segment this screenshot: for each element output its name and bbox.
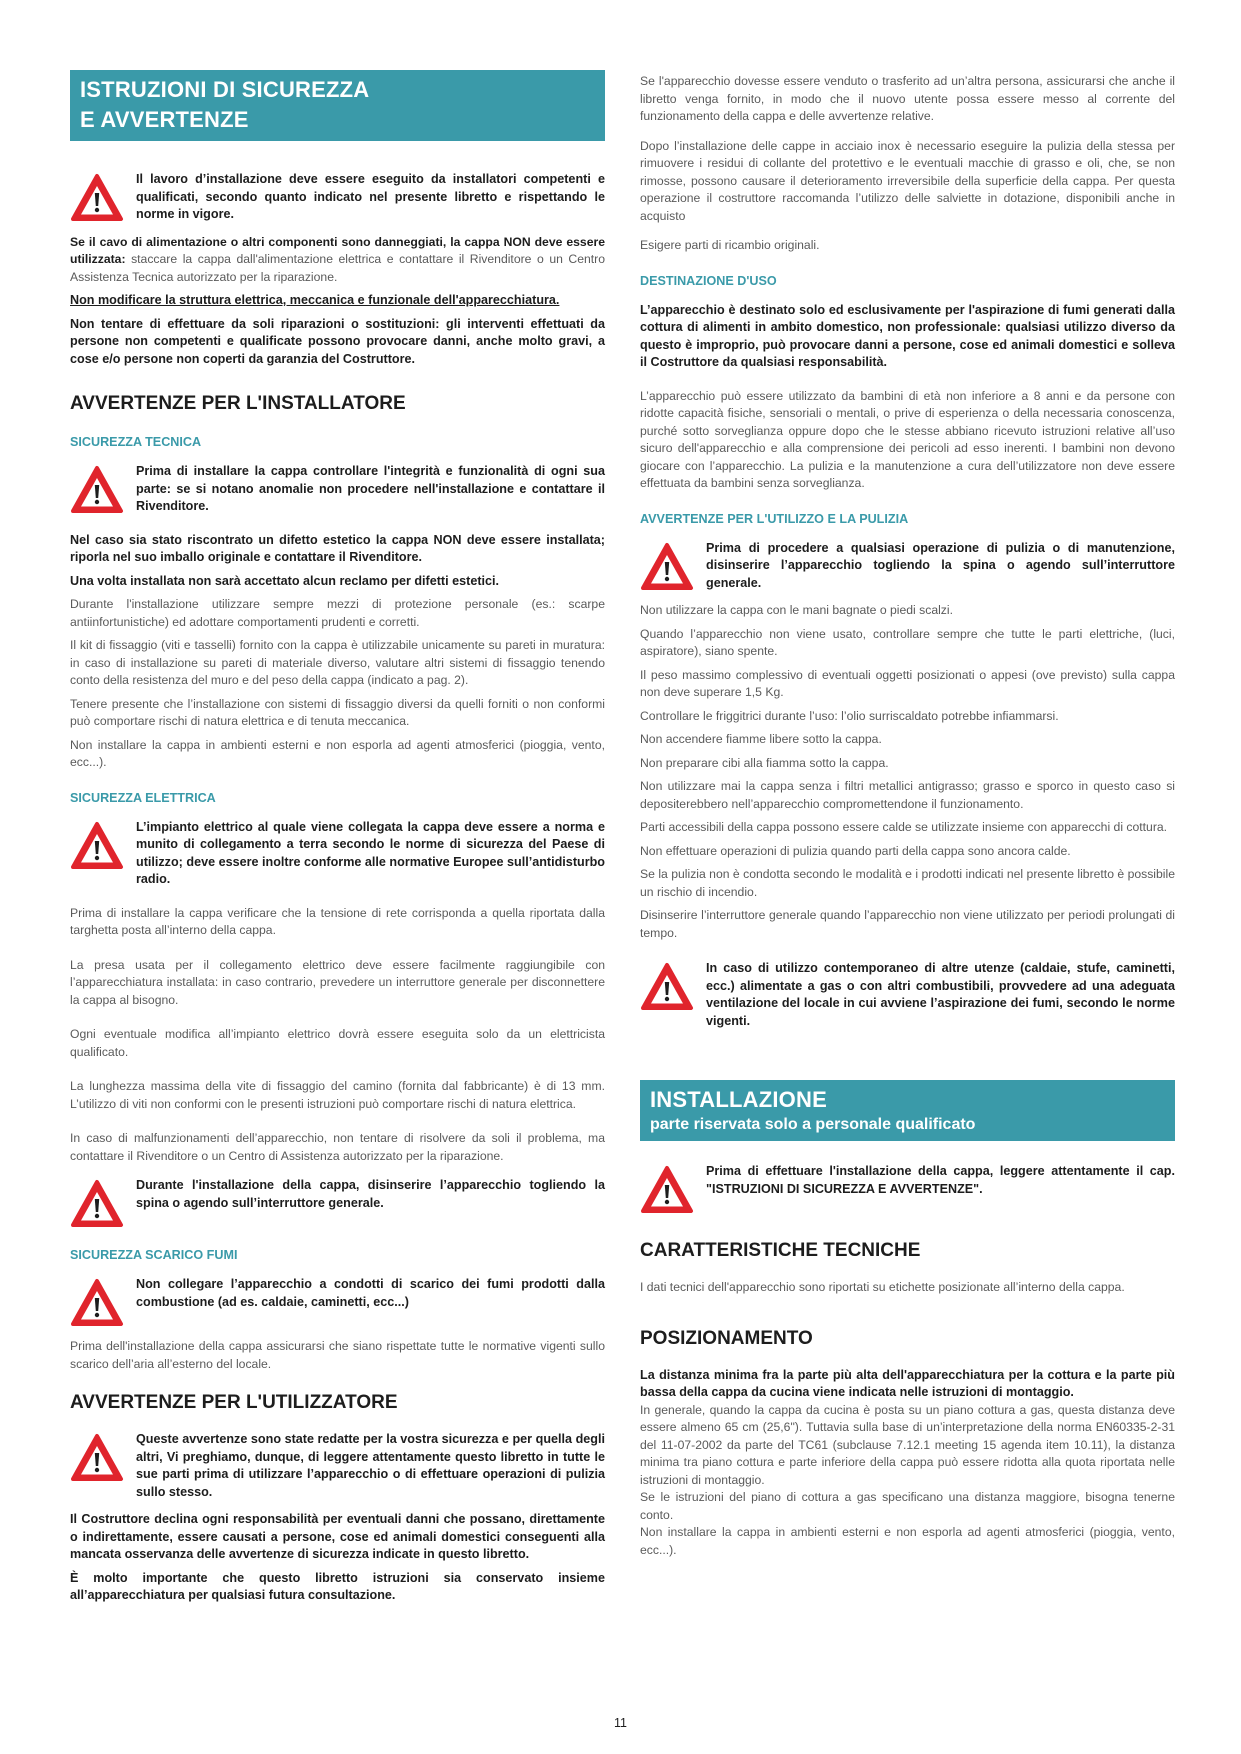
- warning-triangle-icon: [70, 1278, 124, 1328]
- warning-triangle-icon: [640, 962, 694, 1012]
- right-column: [640, 73, 1175, 1565]
- warning-before-cleaning: Prima di procedere a qualsiasi operazione di pulizia o di manutenzione, disinserire l’apparecchio togliendo la spina o agendo sull’interruttore generale.: [640, 540, 1175, 593]
- outdoor-note-2: Non installare la cappa in ambienti esterni e non esporla ad agenti atmosferici (pioggia, vento, ecc...).: [640, 1525, 1175, 1557]
- installation-banner-subtitle: parte riservata solo a personale qualificato: [650, 1116, 976, 1133]
- warning-triangle-icon: [70, 465, 124, 515]
- main-switch-note: Disinserire l’interruttore generale quando l’apparecchio non viene utilizzato per periodi prolungati di tempo.: [640, 908, 1175, 940]
- warning-installers: Il lavoro d’installazione deve essere eseguito da installatori competenti e qualificati, secondo quanto indicato nel presente libretto e rispettando le norme in vigore.: [70, 171, 605, 224]
- warning-check-integrity: Prima di installare la cappa controllare l'integrità e funzionalità di ogni sua parte: se si notano anomalie non procedere nell'installazione e contattare il Rivenditore.: [70, 463, 605, 516]
- clean-when-cold-note: Non effettuare operazioni di pulizia quando parti della cappa sono ancora calde.: [640, 843, 1071, 858]
- voltage-note: Prima di installare la cappa verificare che la tensione di rete corrisponda a quella riportata dalla targhetta posta all’interno della cappa.: [70, 905, 605, 937]
- socket-note: La presa usata per il collegamento elettrico deve essere facilmente raggiungibile con l’apparecchiatura installata: in caso contrario, prevedere un interruttore generale per disconnettere la cappa al bisogno.: [70, 957, 605, 1007]
- fire-risk-note: Se la pulizia non è condotta secondo le modalità e i prodotti indicati nel presente libretto è possibile un rischio di incendio.: [640, 867, 1175, 899]
- transfer-note: Se l'apparecchio dovesse essere venduto o trasferito ad un’altra persona, assicurarsi che anche il libretto venga fornito, in modo che il nuovo utente possa essere messo al corrente del funzionamento della cappa e delle avvertenze relative.: [640, 74, 1175, 123]
- warning-triangle-icon: [70, 821, 124, 871]
- fixing-kit-note: Il kit di fissaggio (viti e tasselli) fornito con la cappa è utilizzabile unicamente su pareti in muratura: in caso di installazione su pareti di materiale diverso, valutare altri sistemi di fissaggio tenendo conto della resistenza del muro e del peso della cappa (indicato a pag. 2).: [70, 638, 605, 687]
- flambe-note: Non preparare cibi alla fiamma sotto la cappa.: [640, 755, 889, 770]
- open-flame-note: Non accendere fiamme libere sotto la cappa.: [640, 732, 882, 746]
- larger-distance-note: Se le istruzioni del piano di cottura a gas specificano una distanza maggiore, bisogna tenerne conto.: [640, 1490, 1175, 1522]
- banner-title-line1: ISTRUZIONI DI SICUREZZA: [80, 77, 370, 102]
- warning-triangle-icon: [70, 1179, 124, 1229]
- exhaust-regulations-note: Prima dell'installazione della cappa assicurarsi che siano rispettate tutte le normative vigenti sullo scarico dell’aria all’esterno del locale.: [70, 1339, 605, 1371]
- wet-hands-note: Non utilizzare la cappa con le mani bagnate o piedi scalzi.: [640, 603, 953, 617]
- malfunction-note: In caso di malfunzionamenti dell’apparecchio, non tentare di risolvere da soli il problema, ma contattare il Rivenditore o un Centro di Assistenza autorizzato per la riparazione.: [70, 1131, 605, 1163]
- keep-manual-note: È molto importante che questo libretto istruzioni sia conservato insieme all’apparecchiatura per qualsiasi futura consultazione.: [70, 1570, 605, 1602]
- installer-heading: AVVERTENZE PER L'INSTALLATORE: [70, 393, 406, 414]
- no-modify-note: Non modificare la struttura elettrica, meccanica e funzionale dell'apparecchiatura.: [70, 293, 560, 307]
- damaged-cable-note: Se il cavo di alimentazione o altri componenti sono danneggiati, la cappa NON deve essere utilizzata: staccare la cappa dall'alimentazione elettrica e contattare il Rivenditore o un Centro Assistenza Tecnica autorizzato per la riparazione.: [70, 234, 605, 284]
- stainless-cleaning-note: Dopo l’installazione delle cappe in acciaio inox è necessario eseguire la pulizia della stessa per rimuovere i residui di collante del protettivo e le eventuali macchie di grasso e oli, che, se non rimosse, possono causare il deterioramento irreversibile della superficie della cappa. Per questa operazione il costruttore raccomanda l’utilizzo delle salviette in dotazione, disponibili anche in acquisto: [640, 138, 1175, 223]
- use-cleaning-heading: AVVERTENZE PER L'UTILIZZO E LA PULIZIA: [640, 511, 909, 526]
- warning-read-safety: Prima di effettuare l'installazione della cappa, leggere attentamente il cap. "ISTRUZIONI DI SICUREZZA E AVVERTENZE".: [640, 1163, 1175, 1215]
- outdoor-note: Non installare la cappa in ambienti esterni e non esporla ad agenti atmosferici (pioggia, vento, ecc...).: [70, 737, 605, 769]
- warning-ventilation: In caso di utilizzo contemporaneo di altre utenze (caldaie, stufe, caminetti, ecc.) alimentate a gas o con altri combustibili, provvedere ad una adeguata ventilazione del locale in cui avviene l’aspirazione dei fumi, secondo le norme vigenti.: [640, 960, 1175, 1030]
- intended-use-note: L’apparecchio è destinato solo ed esclusivamente per l'aspirazione di fumi generati dalla cottura di alimenti in ambito domestico, non professionale: qualsiasi utilizzo diverso da questo è improprio, può provocare danni a persone, cose ed animali domestici e solleva il Costruttore da qualsiasi responsabilità.: [640, 302, 1175, 369]
- no-claims-note: Una volta installata non sarà accettato alcun reclamo per difetti estetici.: [70, 573, 500, 588]
- warning-triangle-icon: [640, 1165, 694, 1215]
- aesthetic-defect-note: Nel caso sia stato riscontrato un difetto estetico la cappa NON deve essere installata; riporla nel suo imballo originale e contattare il Rivenditore.: [70, 532, 605, 564]
- protection-note: Durante l'installazione utilizzare sempre mezzi di protezione personale (es.: scarpe antiinfortunistiche) ed adottare comportamenti prudenti e corretti.: [70, 597, 605, 629]
- warning-triangle-icon: [640, 542, 694, 592]
- no-repairs-note: Non tentare di effettuare da soli riparazioni o sostituzioni: gli interventi effettuati da persone non competenti e qualificate possono provocare danni, anche molto gravi, a cose e/o persone non coperti da garanzia del Costruttore.: [70, 316, 605, 366]
- fixing-risk-note: Tenere presente che l’installazione con sistemi di fissaggio diversi da quelli forniti o non conformi può comportare rischi di natura elettrica e di tenuta meccanica.: [70, 696, 605, 728]
- switch-off-note: Quando l’apparecchio non viene usato, controllare sempre che tutte le parti elettriche, (luci, aspiratore), siano spente.: [640, 626, 1175, 658]
- user-heading: AVVERTENZE PER L'UTILIZZATORE: [70, 1392, 398, 1413]
- electrical-safety-heading: SICUREZZA ELETTRICA: [70, 790, 216, 805]
- min-distance-note: La distanza minima fra la parte più alta dell'apparecchiatura per la cottura e la parte più bassa della cappa da cucina viene indicata nelle istruzioni di montaggio.: [640, 1367, 1175, 1399]
- left-column: [70, 70, 605, 1611]
- banner-title-line2: E AVVERTENZE: [80, 107, 249, 132]
- hot-parts-note: Parti accessibili della cappa possono essere calde se utilizzate insieme con apparecchi di cottura.: [640, 820, 1168, 834]
- warning-read-manual: Queste avvertenze sono state redatte per la vostra sicurezza e per quella degli altri, Vi preghiamo, dunque, di leggere attentamente questo libretto in tutte le sue parti prima di utilizzare l’apparecchio o di effettuare operazioni di pulizia sullo stesso.: [70, 1431, 605, 1501]
- children-note: L’apparecchio può essere utilizzato da bambini di età non inferiore a 8 anni e da persone con ridotte capacità fisiche, sensoriali o mentali, o prive di esperienza o della necessaria conoscenza, purché sotto sorveglianza oppure dopo che le stesse abbiano ricevuto istruzioni relative all’uso sicuro dell'apparecchio e alla comprensione dei pericoli ad esso inerenti. I bambini non devono giocare con l’apparecchio. La pulizia e la manutenzione a cura dell’utilizzatore non deve essere effettuata da bambini senza sorveglianza.: [640, 388, 1175, 490]
- spare-parts-note: Esigere parti di ricambio originali.: [640, 238, 820, 252]
- installation-banner-title: INSTALLAZIONE: [650, 1087, 827, 1112]
- max-weight-note: Il peso massimo complessivo di eventuali oggetti posizionati o appesi (ove previsto) sulla cappa non deve superare 1,5 Kg.: [640, 667, 1175, 699]
- technical-features-heading: CARATTERISTICHE TECNICHE: [640, 1240, 921, 1261]
- warning-disconnect: Durante l'installazione della cappa, disinserire l’apparecchio togliendo la spina o agendo sull’interruttore generale.: [70, 1177, 605, 1229]
- liability-note: Il Costruttore declina ogni responsabilità per eventuali danni che possano, direttamente o indirettamente, essere causati a persone, cose ed animali domestici conseguenti alla mancata osservanza delle avvertenze di sicurezza indicate in questo libretto.: [70, 1512, 605, 1561]
- fryer-note: Controllare le friggitrici durante l’uso: l’olio surriscaldato potrebbe infiammarsi.: [640, 708, 1059, 723]
- electrician-note: Ogni eventuale modifica all’impianto elettrico dovrà essere eseguita solo da un elettricista qualificato.: [70, 1027, 605, 1059]
- warning-triangle-icon: [70, 1433, 124, 1483]
- gas-distance-note: In generale, quando la cappa da cucina è posta su un piano cottura a gas, questa distanza deve essere almeno 65 cm (25,6"). Tuttavia sulla base di un’interpretazione della norma EN60335-2-31 del 11-07-2002 da parte del TC61 (subclause 7.12.1 meeting 15 agenda item 10.11), la distanza minima tra piano cottura e parte inferiore della cappa può essere ridotta alla quota riportata nelle istruzioni di montaggio.: [640, 1402, 1175, 1487]
- technical-data-note: I dati tecnici dell'apparecchio sono riportati su etichette posizionate all’interno della cappa.: [640, 1280, 1125, 1294]
- screw-length-note: La lunghezza massima della vite di fissaggio del camino (fornita dal fabbricante) è di 13 mm. L’utilizzo di viti non conformi con le presenti istruzioni può comportare rischi di natura elettrica.: [70, 1079, 605, 1111]
- installation-banner: [640, 1080, 1175, 1141]
- intended-use-heading: DESTINAZIONE D'USO: [640, 273, 777, 288]
- grease-filter-note: Non utilizzare mai la cappa senza i filtri metallici antigrasso; grasso e sporco in questo caso si depositerebbero nell’apparecchio compromettendone il funzionamento.: [640, 779, 1175, 811]
- technical-safety-heading: SICUREZZA TECNICA: [70, 435, 202, 449]
- positioning-heading: POSIZIONAMENTO: [640, 1327, 813, 1349]
- warning-triangle-icon: [70, 173, 124, 223]
- warning-electrical-system: L’impianto elettrico al quale viene collegata la cappa deve essere a norma e munito di collegamento a terra secondo le norme di sicurezza del Paese di utilizzo; deve essere inoltre conforme alle normative Europee sull’antidisturbo radio.: [70, 819, 605, 889]
- page-number: 11: [614, 1716, 627, 1730]
- exhaust-safety-heading: SICUREZZA SCARICO FUMI: [70, 1248, 238, 1262]
- warning-exhaust: Non collegare l’apparecchio a condotti di scarico dei fumi prodotti dalla combustione (ad es. caldaie, caminetti, ecc...): [70, 1276, 605, 1328]
- safety-banner: [70, 70, 605, 141]
